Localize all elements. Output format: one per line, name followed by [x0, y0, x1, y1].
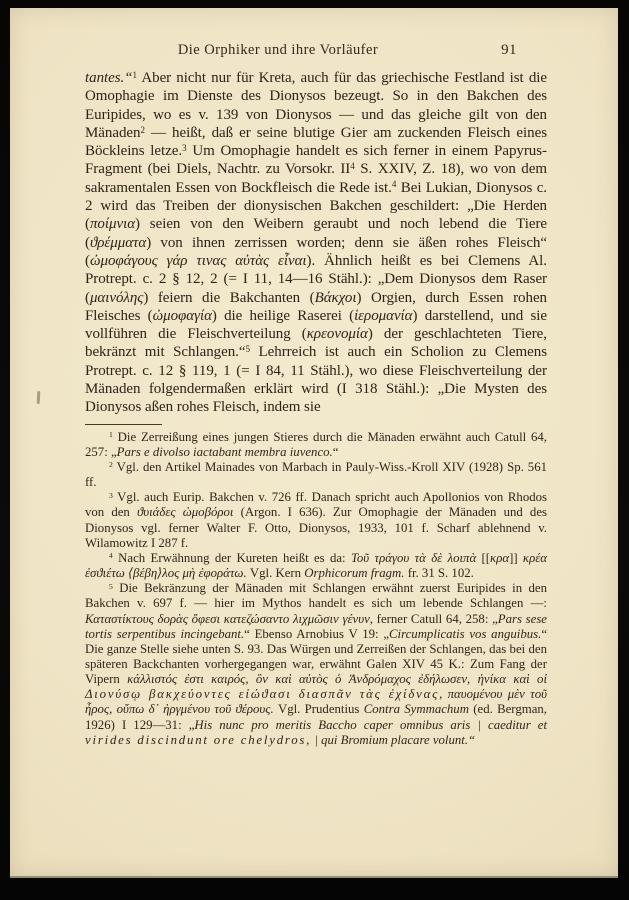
footnote-2: $^2$ Vgl. den Artikel Mainades von Marbach in Pauly-Wiss.-Kroll XIV (1928) Sp. 561 ff. [85, 459, 547, 490]
book-page [10, 8, 618, 876]
running-header [85, 42, 547, 60]
footnotes-block [85, 430, 547, 748]
footnote-3: $^3$ Vgl. auch Eurip. Bakchen v. 726 ff. Danach spricht auch Apollonios von Rhodos von den ϑυιάδες ὠμοβόροι (Argon. I 636). Zur Omophagie der Mänaden und des Dionysos vgl. ferner Walter F. Otto, Dionysos, 1933, 101 f. Scharf ablehnend v. Wilamowitz I 287 f. [85, 490, 547, 550]
footnote-separator [85, 424, 162, 425]
scan-artifact [37, 391, 41, 404]
footnote-1: $^1$ Die Zerreißung eines jungen Stieres durch die Mänaden erwähnt auch Catull 64, 257: „Pars e divolso iactabant membra iuvenco.“ [85, 429, 547, 459]
page-number: 91 [501, 42, 517, 58]
footnote-4: $^4$ Nach Erwähnung der Kureten heißt es da: Τοῦ τράγου τὰ δὲ λοιπὰ [[κρα]] κρέα ἐσϑιέτω ⟨βέβη⟩λος μὴ ἐφοράτω. Vgl. Kern Orphicorum fragm. fr. 31 S. 102. [85, 550, 547, 581]
footnote-5: $^5$ Die Bekränzung der Mänaden mit Schlangen erwähnt zuerst Euripides in den Bakchen v. 697 f. — hier im Mythos handelt es sich um lebende Schlangen —: Καταστίκτους δορὰς ὄφεσι κατεζώσαντο λιχμῶσιν γένυν, ferner Catull 64, 258: „Pars sese tortis serpentibus incingebant.“ Ebenso Arnobius V 19: „Circumplicatis vos anguibus.“ Die ganze Stelle siehe unten S. 93. Das Würgen und Zerreißen der Schlangen, das bei den späteren Backchanten vorhergegangen war, erwähnt Galen XIV 45 K.: Zum Fang der Vipern κάλλιστός ἐστι καιρός, ὃν καὶ αὐτὸς ὁ Ἀνδρόμαχος ἐδήλωσεν, ἡνίκα καὶ οἱ Διονύσῳ βακχεύοντες εἰώϑασι διασπᾶν τὰς ἐχίδνας, παυομένου μὲν τοῦ ἦρος, οὔπω δ᾽ ἠργμένου τοῦ ϑέρους. Vgl. Prudentius Contra Symmachum (ed. Bergman, 1926) I 129—31: „His nunc pro meritis Baccho caper omnibus aris | caeditur et virides discindunt ore chelydros, | qui Bromium placare volunt.“ [85, 581, 548, 747]
main-text: tantes.“$^1$ Aber nicht nur für Kreta, auch für das griechische Festland ist die Omophagie im Dienste des Dionysos bezeugt. So in den Bakchen des Euripides, wo es v. 139 von Dionysos — und das gleiche gilt von den Mänaden$^2$ — heißt, daß er seine blutige Gier am zuckenden Fleisch eines Böckleins letze.$^3$ Um Omophagie handelt es sich ferner in einem Papyrus-Fragment (bei Diels, Nachtr. zu Vorsokr. $II^4$ S. XXIV, Z. 18), wo von dem sakramentalen Essen von Bockfleisch die Rede ist.$^4$ Bei Lukian, Dionysos c. 2 wird das Treiben der dionysischen Bakchen geschildert: „Die Herden (ποίμνια) seien von den Weibern geraubt und noch lebend die Tiere (ϑρέμματα) von ihnen zerrissen worden; denn sie äßen rohes Fleisch“ (ὠμοφάγους γάρ τινας αὐτὰς εἶναι). Ähnlich heißt es bei Clemens Al. Protrept. c. 2 § 12, 2 (= I 11, 14—16 Stähl.): „Dem Dionysos dem Raser (μαινόλης) feiern die Bakchanten (Βάκχοι) Orgien, durch Essen rohen Fleisches (ὠμοφαγία) die heilige Raserei (ἱερομανία) darstellend, und sie vollführen die Fleischverteilung (κρεονομία) der geschlachteten Tiere, bekränzt mit Schlangen.“$^5$ Lehrreich ist auch ein Scholion zu Clemens Protrept. c. 12 § 119, 1 (= I 84, 11 Stähl.), wo diese Fleischverteilung der Mänaden folgendermaßen erklärt wird (I 318 Stähl.): „Die Mysten des Dionysos aßen rohes Fleisch, indem sie [85, 69, 548, 416]
page-header-title: Die Orphiker und ihre Vorläufer [177, 42, 379, 58]
